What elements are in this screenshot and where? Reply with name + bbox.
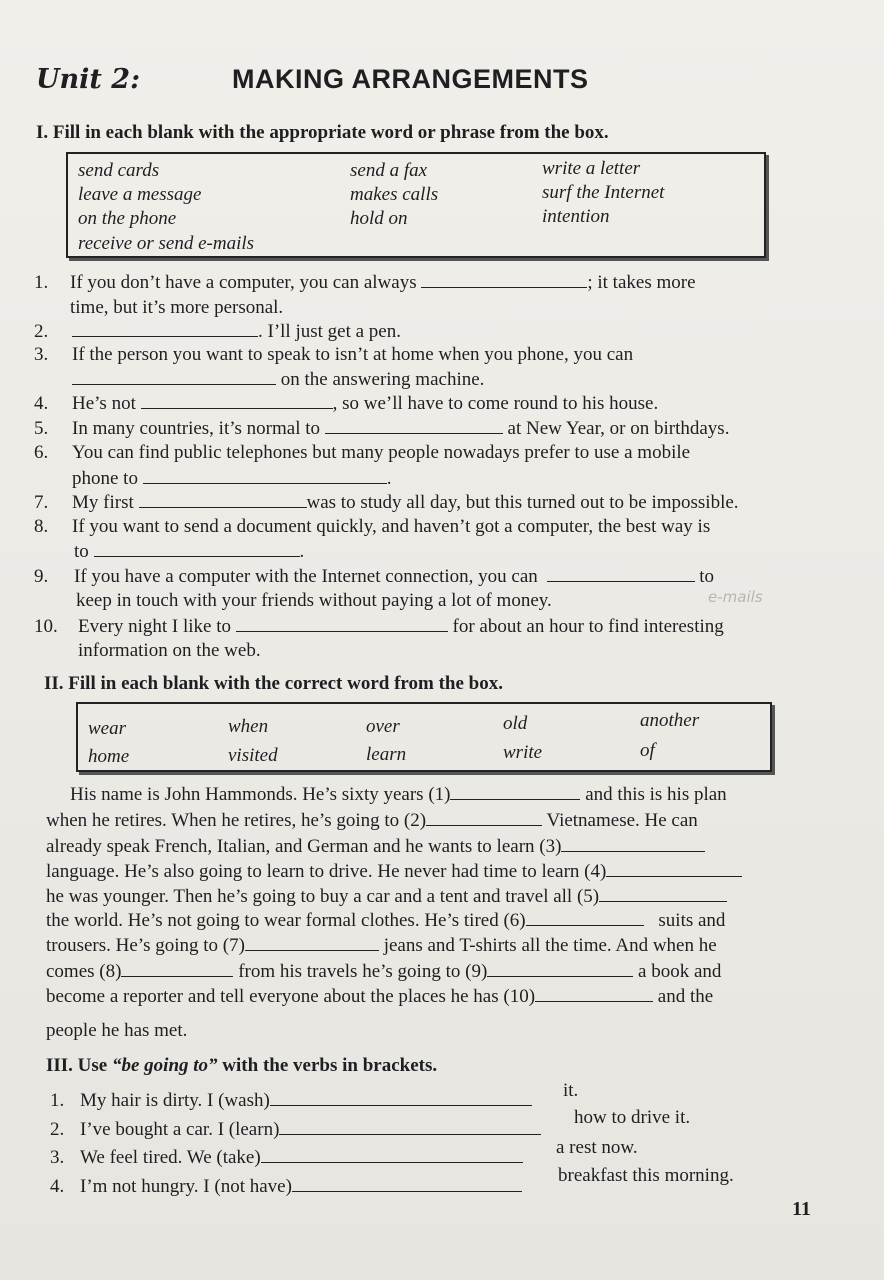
line-text: . I’ll just get a pen. (258, 321, 401, 342)
section-2-heading: II. Fill in each blank with the correct word from the box. (44, 673, 503, 694)
item-number: 4. (34, 393, 49, 414)
exercise-line (72, 418, 729, 440)
line-text: on the answering machine. (280, 369, 485, 390)
line-text: and this is his plan (585, 784, 727, 805)
para-line (46, 961, 721, 983)
line-text: You can find public telephones but many people nowadays prefer to use a mobile (72, 442, 691, 463)
box-phrase: write a letter (542, 158, 641, 179)
item-number: 6. (34, 442, 49, 463)
box-word: wear (88, 718, 126, 739)
answer-blank[interactable] (561, 837, 705, 852)
item-number: 1. (50, 1090, 65, 1111)
line-text: . (299, 541, 305, 562)
exercise-line (80, 1176, 522, 1198)
item-number: 2. (34, 321, 49, 342)
answer-blank[interactable] (450, 785, 580, 800)
section-3-heading (46, 1055, 437, 1077)
line-text: how to drive it. (574, 1107, 691, 1128)
item-number: 3. (34, 344, 49, 365)
answer-blank[interactable] (292, 1177, 522, 1192)
heading-text: III. Use (46, 1055, 112, 1076)
para-line (70, 784, 727, 806)
line-text: time, but it’s more personal. (70, 297, 284, 318)
para-line (46, 836, 705, 858)
line-text: suits and (658, 910, 726, 931)
line-text: at New Year, or on birthdays. (507, 418, 730, 439)
exercise-line (80, 1147, 523, 1169)
line-text: to (74, 541, 89, 562)
answer-blank[interactable] (261, 1148, 523, 1163)
box-phrase: on the phone (78, 208, 177, 229)
answer-blank[interactable] (547, 567, 695, 582)
exercise-line (74, 541, 304, 563)
section-1-heading: I. Fill in each blank with the appropriate word or phrase from the box. (36, 122, 609, 143)
box-phrase: leave a message (78, 184, 202, 205)
answer-blank[interactable] (143, 469, 387, 484)
answer-blank[interactable] (421, 273, 587, 288)
answer-blank[interactable] (487, 962, 633, 977)
box-word: when (228, 716, 269, 737)
line-text: , so we’ll have to come round to his house. (332, 393, 659, 414)
answer-blank[interactable] (606, 862, 742, 877)
exercise-line (72, 468, 391, 490)
answer-blank[interactable] (535, 987, 653, 1002)
line-text: If you don’t have a computer, you can always (70, 272, 417, 293)
line-text: people he has met. (46, 1020, 188, 1041)
exercise-line (80, 1090, 532, 1112)
line-text: My first (72, 492, 134, 513)
answer-blank[interactable] (599, 887, 727, 902)
box-phrase: hold on (350, 208, 408, 229)
answer-blank[interactable] (121, 962, 233, 977)
answer-blank[interactable] (139, 493, 307, 508)
line-text: breakfast this morning. (558, 1165, 734, 1186)
para-line (46, 810, 698, 832)
answer-blank[interactable] (245, 936, 379, 951)
answer-blank[interactable] (426, 811, 542, 826)
line-text: when he retires. When he retires, he’s going to (2) (46, 810, 427, 831)
line-text: to (699, 566, 715, 587)
box-phrase: send cards (78, 160, 160, 181)
box-phrase: send a fax (350, 160, 428, 181)
line-text: . (386, 468, 392, 489)
item-number: 7. (34, 492, 49, 513)
answer-blank[interactable] (270, 1091, 532, 1106)
heading-text: with the verbs in brackets. (217, 1055, 438, 1076)
line-text: His name is John Hammonds. He’s sixty years (1) (70, 784, 451, 805)
line-text: he was younger. Then he’s going to buy a car and a tent and travel all (5) (46, 886, 600, 907)
page-number: 11 (792, 1198, 811, 1220)
item-number: 2. (50, 1119, 65, 1140)
line-text: He’s not (72, 393, 136, 414)
heading-emphasis: “be going to” (111, 1055, 218, 1076)
line-text: information on the web. (78, 640, 261, 661)
item-number: 3. (50, 1147, 65, 1168)
exercise-line (72, 393, 658, 415)
box-word: over (366, 716, 400, 737)
box-word: write (503, 742, 543, 763)
line-text: We feel tired. We (take) (80, 1147, 261, 1168)
item-number: 5. (34, 418, 49, 439)
exercise-line (80, 1119, 541, 1141)
box-word: home (88, 746, 130, 767)
answer-blank[interactable] (72, 322, 258, 337)
box-word: another (640, 710, 700, 731)
box-word: old (503, 713, 528, 734)
line-text: Vietnamese. He can (546, 810, 698, 831)
box-word: learn (366, 744, 407, 765)
answer-blank[interactable] (325, 419, 503, 434)
line-text: My hair is dirty. I (wash) (80, 1090, 270, 1111)
line-text: If the person you want to speak to isn’t at home when you phone, you can (72, 344, 634, 365)
para-line (46, 861, 742, 883)
line-text: ; it takes more (587, 272, 696, 293)
line-text: for about an hour to find interesting (452, 616, 724, 637)
answer-blank[interactable] (279, 1120, 541, 1135)
para-line (46, 935, 717, 957)
line-text: language. He’s also going to learn to drive. He never had time to learn (4) (46, 861, 607, 882)
box-word: visited (228, 745, 278, 766)
unit-label: Unit 2: (36, 64, 141, 95)
box-phrase: receive or send e-mails (78, 233, 255, 254)
exercise-line (72, 321, 401, 343)
box-phrase: makes calls (350, 184, 439, 205)
page-title: MAKING ARRANGEMENTS (232, 64, 589, 94)
exercise-line (78, 616, 724, 638)
exercise-line (72, 369, 484, 391)
line-text: comes (8) (46, 961, 122, 982)
line-text: I’m not hungry. I (not have) (80, 1176, 292, 1197)
line-text: trousers. He’s going to (7) (46, 935, 245, 956)
item-number: 4. (50, 1176, 65, 1197)
line-text: keep in touch with your friends without paying a lot of money. (76, 590, 552, 611)
line-text: jeans and T-shirts all the time. And when he (383, 935, 717, 956)
box-word: of (640, 740, 655, 761)
answer-blank[interactable] (236, 617, 448, 632)
line-text: a book and (638, 961, 722, 982)
para-line (46, 986, 713, 1008)
line-text: the world. He’s not going to wear formal clothes. He’s tired (6) (46, 910, 526, 931)
line-text: was to study all day, but this turned out to be impossible. (306, 492, 739, 513)
line-text: already speak French, Italian, and German and he wants to learn (3) (46, 836, 562, 857)
exercise-line (74, 566, 714, 588)
line-text: phone to (72, 468, 138, 489)
line-text: from his travels he’s going to (9) (238, 961, 488, 982)
box-phrase: surf the Internet (542, 182, 665, 203)
exercise-line (70, 272, 696, 294)
line-text: a rest now. (556, 1137, 638, 1158)
item-number: 9. (34, 566, 49, 587)
para-line (46, 886, 727, 908)
answer-blank[interactable] (94, 542, 300, 557)
line-text: and the (657, 986, 714, 1007)
para-line (46, 910, 725, 932)
item-number: 1. (34, 272, 49, 293)
line-text: become a reporter and tell everyone about the places he has (10) (46, 986, 536, 1007)
handwritten-note: e-mails (708, 588, 763, 606)
answer-blank[interactable] (141, 394, 333, 409)
box-phrase: intention (542, 206, 610, 227)
item-number: 8. (34, 516, 49, 537)
line-text: In many countries, it’s normal to (72, 418, 321, 439)
line-text: I’ve bought a car. I (learn) (80, 1119, 280, 1140)
line-text: If you have a computer with the Internet connection, you can (74, 566, 538, 587)
line-text: Every night I like to (78, 616, 232, 637)
line-text: If you want to send a document quickly, and haven’t got a computer, the best way is (72, 516, 711, 537)
exercise-line (72, 492, 739, 514)
item-number: 10. (34, 616, 58, 637)
answer-blank[interactable] (526, 911, 644, 926)
line-text: it. (563, 1080, 579, 1101)
answer-blank[interactable] (72, 370, 276, 385)
